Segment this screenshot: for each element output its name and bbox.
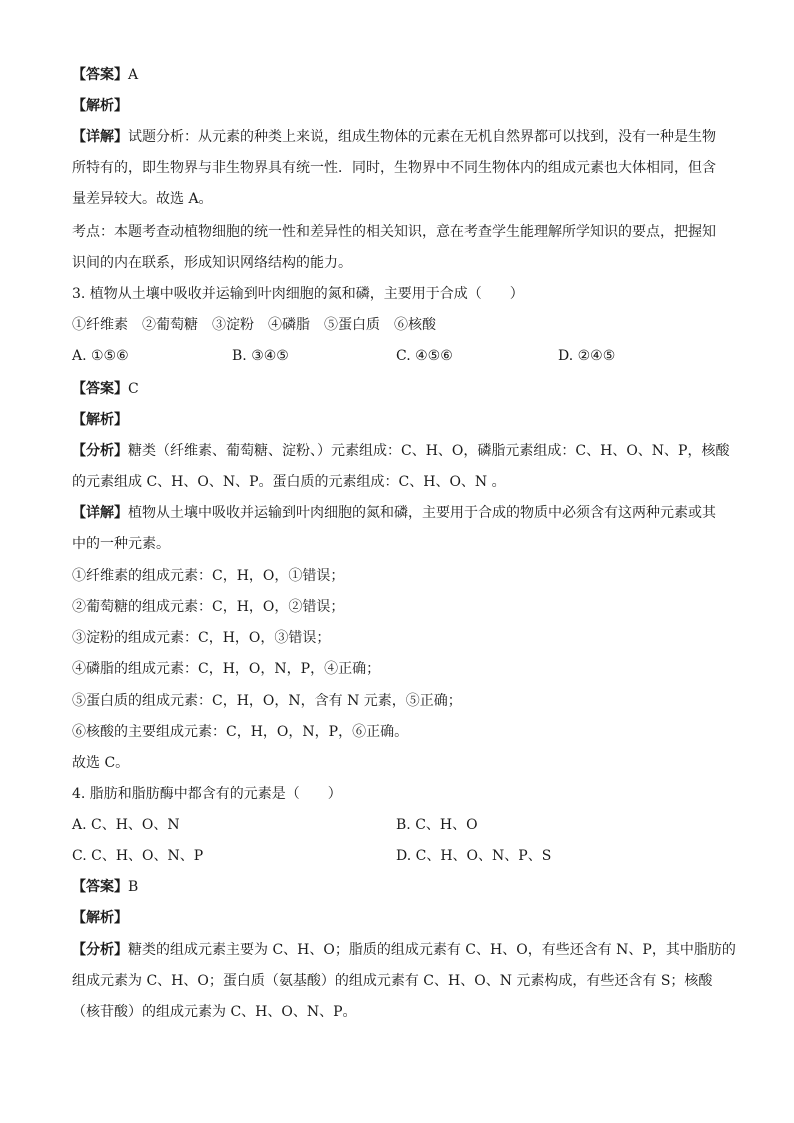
- fenxi-text: 的元素组成 C、H、O、N、P。蛋白质的元素组成：C、H、O、N 。: [72, 474, 506, 490]
- exam-point-text: 识间的内在联系，形成知识网络结构的能力。: [72, 255, 352, 271]
- analysis-tag: 【解析】: [72, 910, 128, 926]
- option-b: B. ③④⑤: [232, 348, 289, 364]
- reason-line: ⑥核酸的主要组成元素：C，H，O，N，P，⑥正确。: [72, 724, 409, 740]
- analysis-tag: 【解析】: [72, 98, 128, 114]
- fenxi-text: 组成元素为 C、H、O；蛋白质（氨基酸）的组成元素有 C、H、O、N 元素构成，有些还含有 S；核酸: [72, 973, 713, 989]
- option-a: A. ①⑤⑥: [72, 348, 129, 364]
- reason-line: ⑤蛋白质的组成元素：C，H，O，N，含有 N 元素，⑤正确；: [72, 693, 462, 709]
- answer-tag: 【答案】: [72, 381, 128, 397]
- answer-value: A: [128, 67, 139, 83]
- option-c: C. ④⑤⑥: [396, 348, 453, 364]
- detail-text: 植物从土壤中吸收并运输到叶肉细胞的氮和磷，主要用于合成的物质中必须含有这两种元素或其: [128, 505, 716, 521]
- reason-line: ③淀粉的组成元素：C，H，O，③错误；: [72, 630, 331, 646]
- option-d: D. C、H、O、N、P、S: [396, 848, 552, 864]
- option-b: B. C、H、O: [396, 817, 478, 833]
- conclusion-text: 故选 C。: [72, 755, 130, 771]
- exam-point-text: 考点：本题考查动植物细胞的统一性和差异性的相关知识，意在考查学生能理解所学知识的要点，把握知: [72, 224, 716, 240]
- question-stem: 4. 脂肪和脂肪酶中都含有的元素是（ ）: [72, 786, 342, 802]
- fenxi-line: [72, 441, 732, 461]
- fenxi-text: 糖类（纤维素、葡萄糖、淀粉、）元素组成：C、H、O，磷脂元素组成：C、H、O、N、P，核酸: [128, 443, 730, 459]
- analysis-tag: 【解析】: [72, 412, 128, 428]
- answer-line: [72, 65, 732, 85]
- reason-line: ②葡萄糖的组成元素：C，H，O，②错误；: [72, 599, 345, 615]
- reason-line: ①纤维素的组成元素：C，H，O，①错误；: [72, 568, 345, 584]
- answer-value: C: [128, 381, 139, 397]
- answer-line: [72, 379, 732, 399]
- fenxi-tag: 【分析】: [72, 942, 128, 958]
- detail-text: 所特有的，即生物界与非生物界具有统一性．同时，生物界中不同生物体内的组成元素也大体相同，但含: [72, 160, 716, 176]
- fenxi-text: （核苷酸）的组成元素为 C、H、O、N、P。: [72, 1004, 357, 1020]
- detail-text: 量差异较大。故选 A。: [72, 191, 213, 207]
- fenxi-line: [72, 940, 736, 960]
- detail-line: [72, 503, 732, 523]
- answer-value: B: [128, 879, 139, 895]
- answer-line: [72, 877, 732, 897]
- detail-tag: 【详解】: [72, 129, 128, 145]
- fenxi-text: 糖类的组成元素主要为 C、H、O；脂质的组成元素有 C、H、O，有些还含有 N、P，其中脂肪的: [128, 942, 736, 958]
- answer-tag: 【答案】: [72, 879, 128, 895]
- reason-line: ④磷脂的组成元素：C，H，O，N，P，④正确；: [72, 661, 381, 677]
- question-stem: 3. 植物从土壤中吸收并运输到叶肉细胞的氮和磷，主要用于合成（ ）: [72, 286, 524, 302]
- option-a: A. C、H、O、N: [72, 817, 180, 833]
- option-d: D. ②④⑤: [558, 348, 616, 364]
- question-items: ①纤维素 ②葡萄糖 ③淀粉 ④磷脂 ⑤蛋白质 ⑥核酸: [72, 317, 436, 333]
- detail-text: 试题分析：从元素的种类上来说，组成生物体的元素在无机自然界都可以找到，没有一种是生物: [128, 129, 716, 145]
- detail-line: [72, 127, 732, 147]
- fenxi-tag: 【分析】: [72, 443, 128, 459]
- answer-tag: 【答案】: [72, 67, 128, 83]
- detail-tag: 【详解】: [72, 505, 128, 521]
- option-c: C. C、H、O、N、P: [72, 848, 204, 864]
- detail-text: 中的一种元素。: [72, 536, 170, 552]
